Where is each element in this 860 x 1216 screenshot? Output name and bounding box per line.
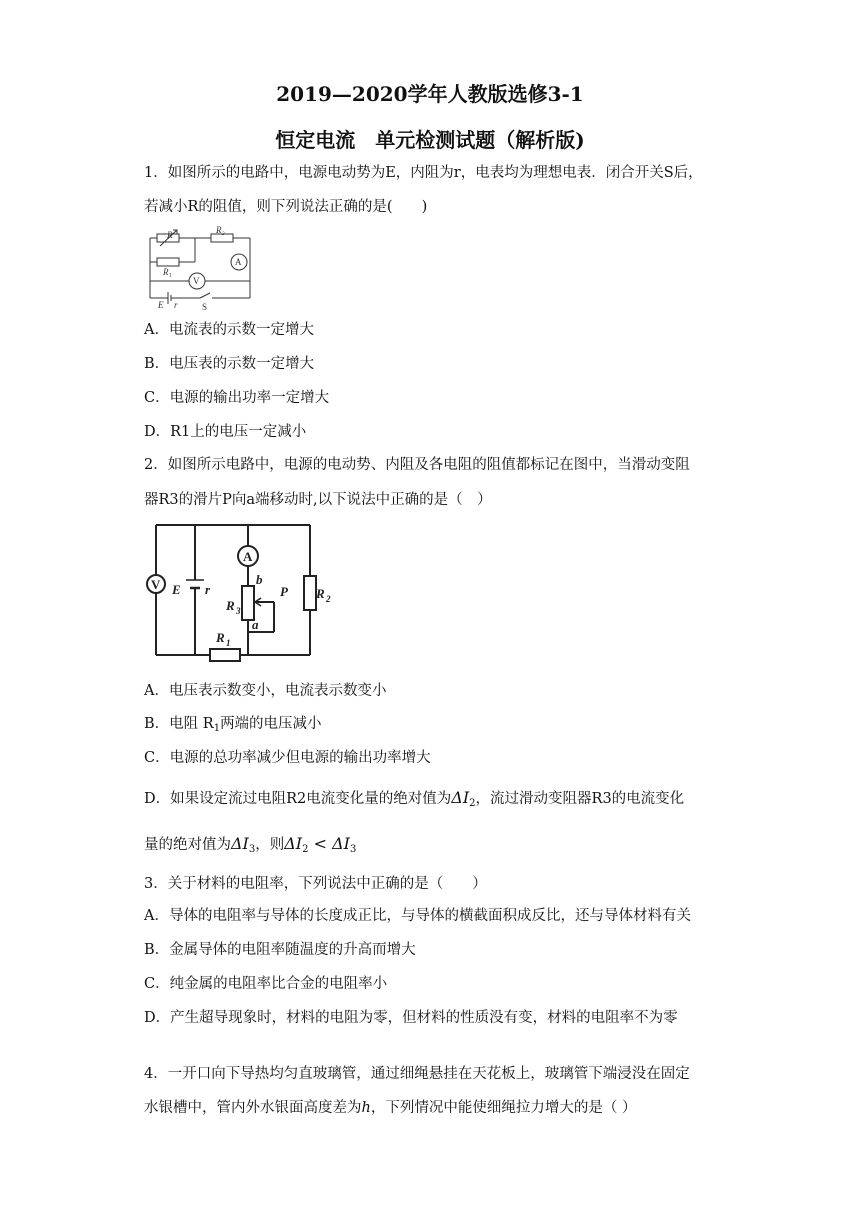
delta-i3-symbol-compare: ΔI — [332, 834, 350, 853]
q2-label-b: b — [256, 572, 263, 587]
q2-label-R1-sub: 1 — [226, 638, 231, 648]
q2-option-b-subscript: 1 — [213, 723, 221, 734]
q2-option-c: C．电源的总功率减少但电源的输出功率增大 — [144, 750, 431, 766]
q2-label-R3: R — [226, 598, 235, 613]
q1-option-b: B．电压表的示数一定增大 — [144, 356, 315, 372]
q2-option-b-text-post: 两端的电压减小 — [220, 716, 322, 732]
q2-option-b — [144, 714, 322, 739]
q1-label-R: R — [167, 230, 173, 240]
q2-label-R1: R — [216, 630, 225, 645]
q2-circuit-diagram — [146, 522, 331, 662]
q2-stem-line2: 器R3的滑片P向a端移动时,以下说法中正确的是（ ） — [144, 492, 492, 508]
delta-i3-subscript: 3 — [248, 844, 256, 855]
q2-label-V: V — [151, 577, 161, 592]
q3-option-d: D．产生超导现象时，材料的电阻为零，但材料的性质没有变，材料的电阻率不为零 — [144, 1010, 678, 1026]
delta-i2-subscript-compare: 2 — [302, 844, 309, 855]
q1-option-d: D．R1上的电压一定减小 — [144, 424, 307, 440]
q2-option-a: A．电压表示数变小，电流表示数变小 — [144, 683, 387, 699]
q2-option-d-line2-pre: 量的绝对值为 — [144, 837, 231, 853]
q2-option-d-line1 — [144, 788, 684, 814]
q4-stem-line2-pre: 水银槽中，管内外水银面高度差为 — [144, 1100, 362, 1116]
delta-i3-symbol: ΔI — [231, 834, 249, 853]
q1-circuit-diagram — [140, 226, 260, 312]
q4-stem-line2 — [144, 1098, 636, 1118]
q1-label-R1: R₁ — [163, 267, 172, 277]
q2-label-a: a — [252, 617, 259, 632]
delta-i2-symbol: ΔI — [451, 788, 470, 807]
less-than-symbol: < — [308, 834, 333, 853]
q2-label-r: r — [205, 582, 211, 597]
q2-label-A: A — [243, 549, 253, 564]
q1-label-V: V — [193, 276, 200, 286]
q1-label-r: r — [174, 300, 178, 310]
q1-stem-line2: 若减小R的阻值，则下列说法正确的是( ) — [144, 199, 428, 215]
q2-option-d-text-post: ，流过滑动变阻器R3的电流变化 — [475, 791, 685, 807]
q2-label-E: E — [172, 582, 181, 597]
q4-variable-h: h — [361, 1100, 371, 1116]
q4-stem-line2-post: ，下列情况中能使细绳拉力增大的是（ ） — [370, 1100, 637, 1116]
q4-stem-line1: 4．一开口向下导热均匀直玻璃管，通过细绳悬挂在天花板上，玻璃管下端浸没在固定 — [144, 1066, 690, 1082]
delta-i3-subscript-compare: 3 — [349, 844, 357, 855]
document-title: 2019—2020学年人教版选修3-1 — [276, 82, 584, 106]
q2-option-d-line2-mid: ，则 — [255, 837, 285, 853]
q1-option-a: A．电流表的示数一定增大 — [144, 322, 314, 338]
delta-i2-symbol-compare: ΔI — [284, 834, 303, 853]
q3-stem: 3．关于材料的电阻率，下列说法中正确的是（ ） — [144, 876, 487, 892]
q2-stem-line1: 2．如图所示电路中，电源的电动势、内阻及各电阻的阻值都标记在图中，当滑动变阻 — [144, 457, 690, 473]
q2-label-R2: R — [316, 586, 325, 601]
q2-option-b-text-pre: B．电阻 R — [144, 716, 214, 732]
q1-label-A: A — [235, 257, 242, 267]
q2-option-d-line2 — [144, 834, 356, 860]
q2-label-R3-sub: 3 — [236, 606, 241, 616]
document-subtitle: 恒定电流 单元检测试题（解析版) — [275, 128, 585, 152]
q3-option-b: B．金属导体的电阻率随温度的升高而增大 — [144, 942, 416, 958]
q1-label-E: E — [158, 300, 164, 310]
q1-stem-line1: 1．如图所示的电路中，电源电动势为E，内阻为r，电表均为理想电表．闭合开关S后， — [144, 165, 703, 181]
q2-label-P: P — [280, 584, 288, 599]
q1-option-c: C．电源的输出功率一定增大 — [144, 390, 330, 406]
q3-option-a: A．导体的电阻率与导体的长度成正比，与导体的横截面积成反比，还与导体材料有关 — [144, 908, 691, 924]
q1-label-R2: R₂ — [216, 225, 225, 235]
q3-option-c: C．纯金属的电阻率比合金的电阻率小 — [144, 976, 388, 992]
delta-i2-subscript: 2 — [469, 798, 476, 809]
q2-label-R2-sub: 2 — [326, 594, 331, 604]
q2-option-d-text-pre: D．如果设定流过电阻R2电流变化量的绝对值为 — [144, 791, 452, 807]
q1-label-S: S — [202, 302, 208, 312]
